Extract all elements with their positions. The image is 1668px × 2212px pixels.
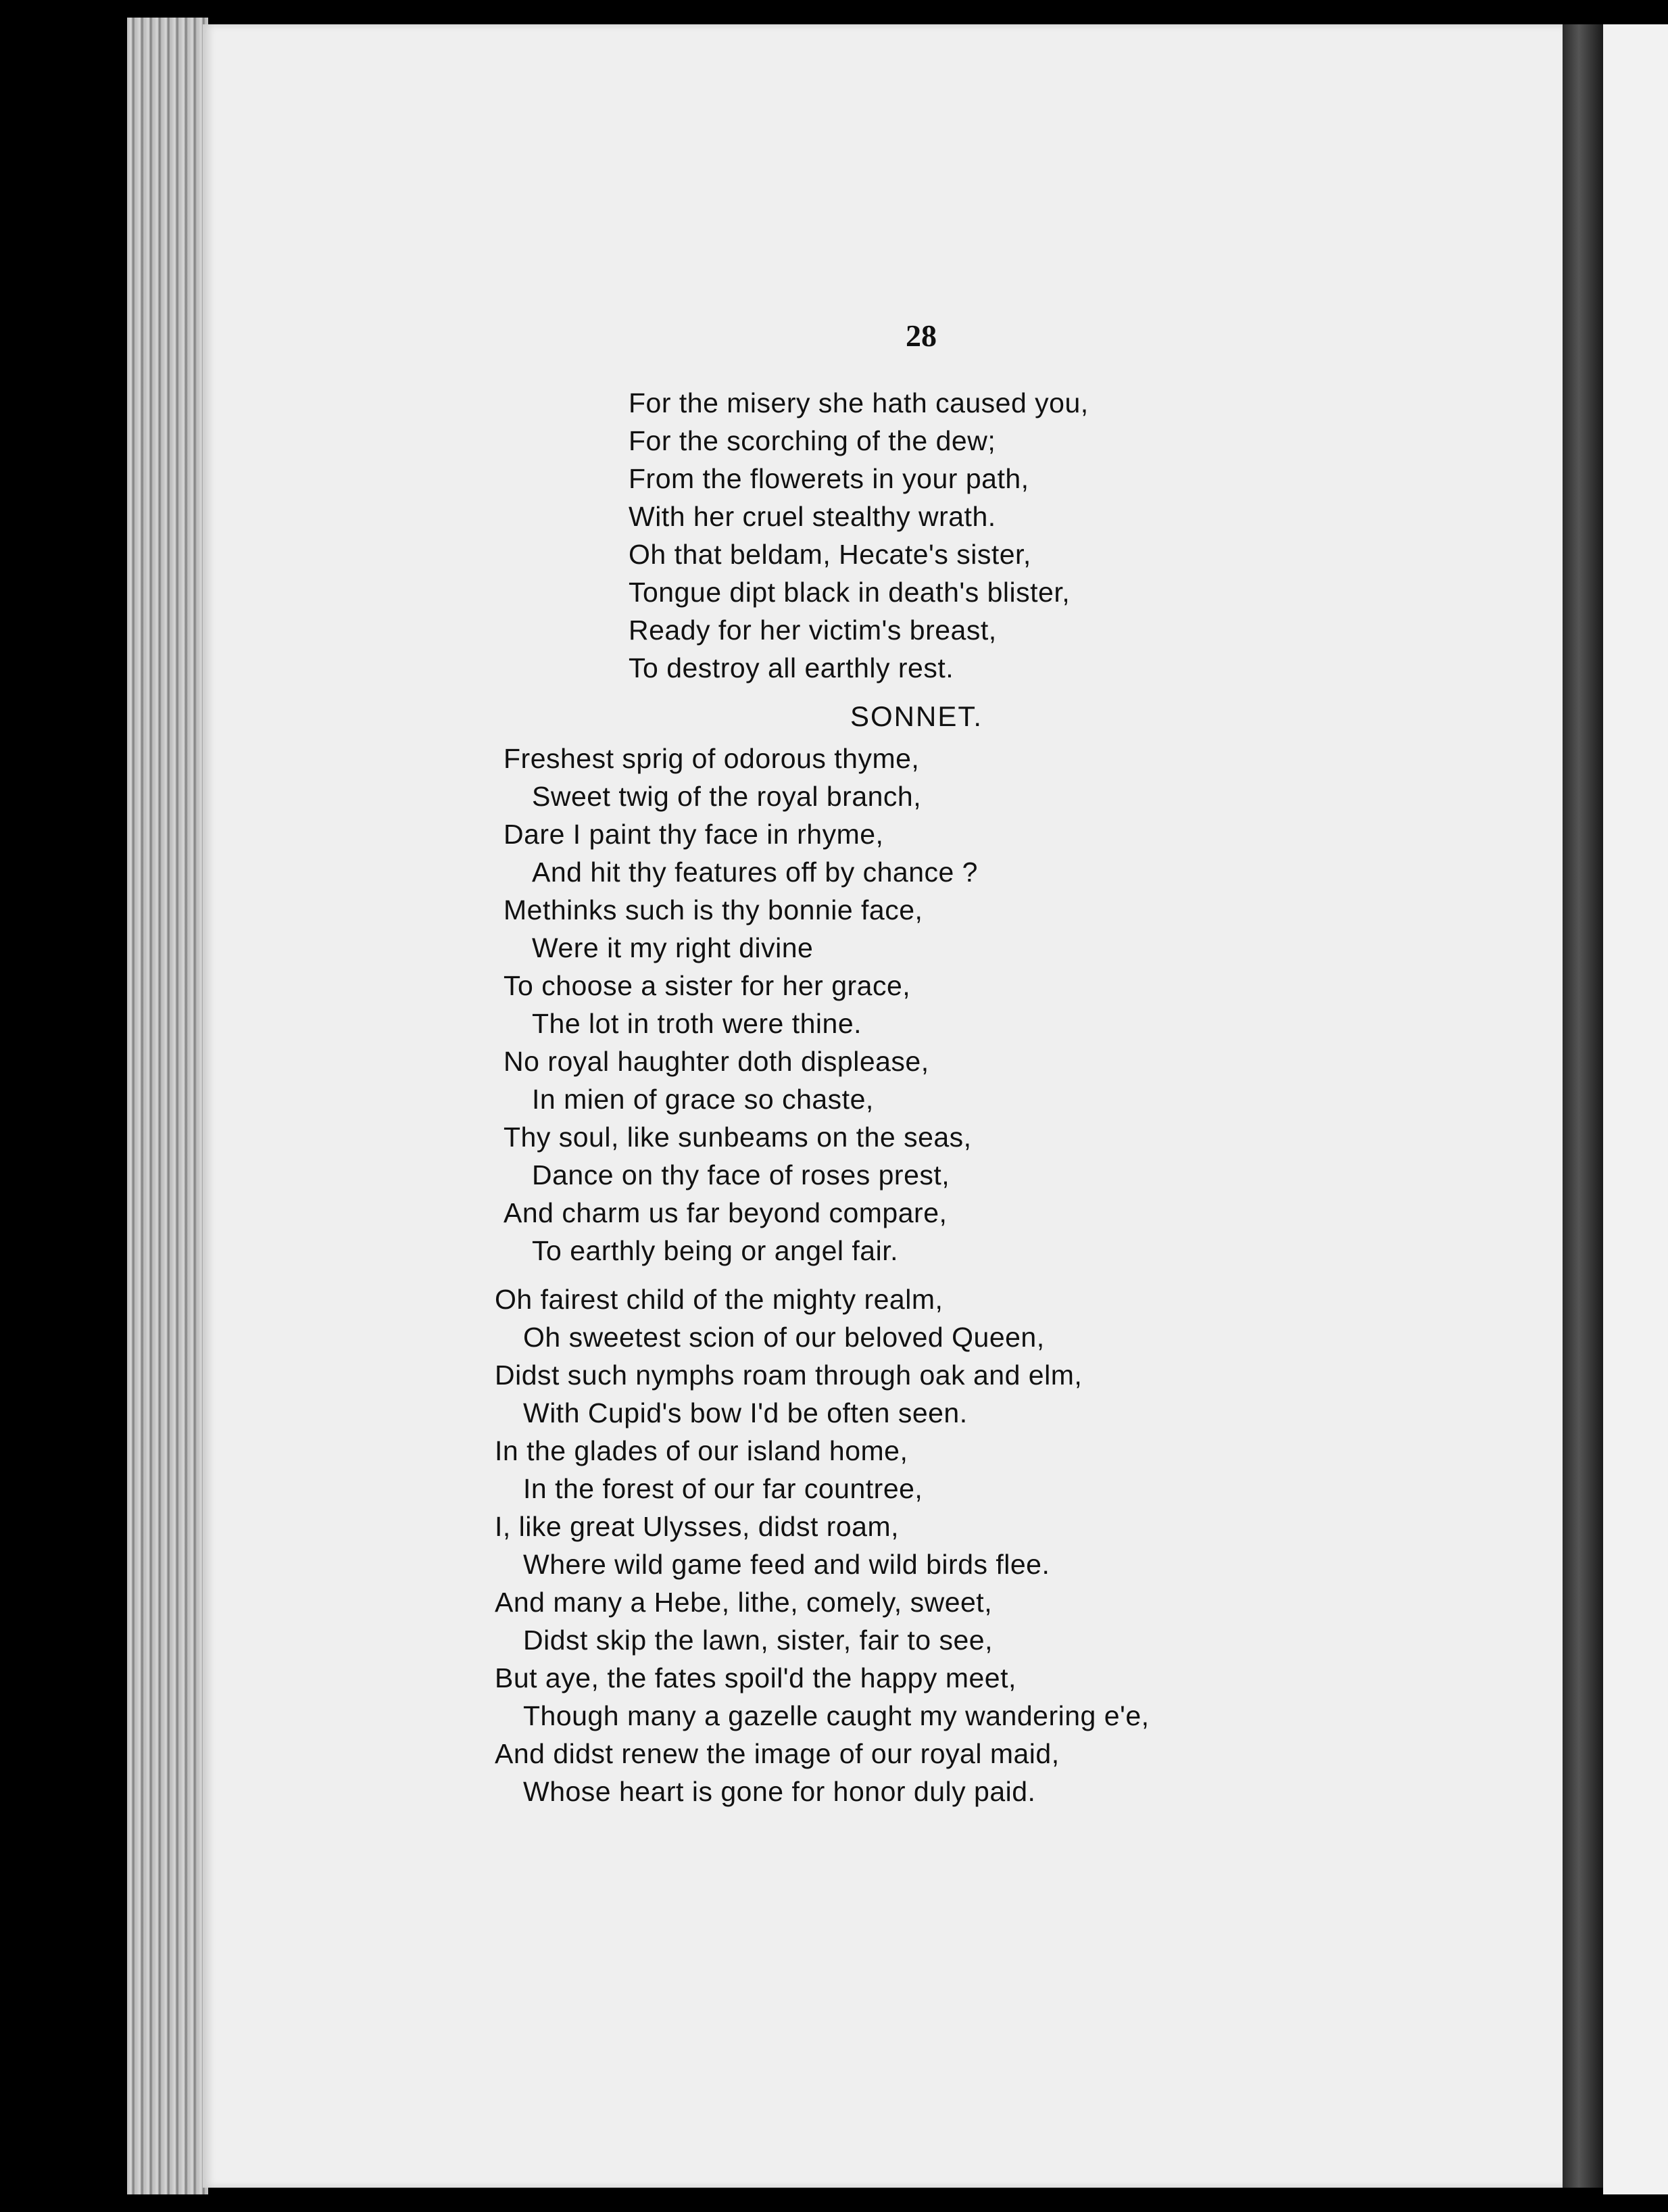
poem-line: And hit thy features off by chance ?: [532, 857, 978, 888]
poem-line: Thy soul, like sunbeams on the seas,: [504, 1122, 972, 1153]
poem-line: Didst such nymphs roam through oak and elm,: [495, 1360, 1083, 1391]
poem-line: And didst renew the image of our royal maid,: [495, 1738, 1060, 1769]
poem-line: Dare I paint thy face in rhyme,: [504, 819, 884, 850]
poem-line: Where wild game feed and wild birds flee.: [523, 1549, 1050, 1580]
poem-line: With her cruel stealthy wrath.: [629, 501, 996, 532]
poem-line: Dance on thy face of roses prest,: [532, 1159, 950, 1191]
poem-line: Were it my right divine: [532, 932, 814, 963]
poem-line: I, like great Ulysses, didst roam,: [495, 1511, 900, 1542]
poem-line: Oh fairest child of the mighty realm,: [495, 1284, 943, 1315]
poem-line: Methinks such is thy bonnie face,: [504, 894, 923, 925]
poem-line: To destroy all earthly rest.: [629, 652, 954, 683]
poem-line: In the forest of our far countree,: [523, 1473, 923, 1504]
poem-line: Freshest sprig of odorous thyme,: [504, 743, 920, 774]
poem-line: But aye, the fates spoil'd the happy meet,: [495, 1662, 1016, 1693]
poem-line: To earthly being or angel fair.: [532, 1235, 898, 1266]
poem-line: Oh that beldam, Hecate's sister,: [629, 539, 1031, 570]
page-number: 28: [906, 318, 937, 353]
sonnet-title: SONNET.: [850, 700, 983, 732]
poem-line: And many a Hebe, lithe, comely, sweet,: [495, 1587, 993, 1618]
poem-line: Oh sweetest scion of our beloved Queen,: [523, 1322, 1045, 1353]
book-spine-shadow: [1563, 24, 1603, 2188]
poem-line: Tongue dipt black in death's blister,: [629, 577, 1071, 608]
poem-line: From the flowerets in your path,: [629, 463, 1029, 494]
poem-line: Didst skip the lawn, sister, fair to see,: [523, 1625, 993, 1656]
poem-line: With Cupid's bow I'd be often seen.: [523, 1397, 968, 1428]
poem-stanza-1: [629, 384, 1089, 687]
poem-line: In the glades of our island home,: [495, 1435, 908, 1466]
book-page-edges: [127, 18, 208, 2194]
poem-line: For the misery she hath caused you,: [629, 387, 1089, 418]
poem-line: The lot in troth were thine.: [532, 1008, 862, 1039]
facing-page-edge: [1603, 24, 1668, 2194]
poem-line: No royal haughter doth displease,: [504, 1046, 929, 1077]
poem-line: Sweet twig of the royal branch,: [532, 781, 922, 812]
poem-line: Whose heart is gone for honor duly paid.: [523, 1776, 1036, 1807]
poem-line: Ready for her victim's breast,: [629, 615, 997, 646]
poem-line: Though many a gazelle caught my wandering e'e,: [523, 1700, 1150, 1731]
poem-stanza-3: [495, 1280, 1150, 1810]
poem-line: And charm us far beyond compare,: [504, 1197, 948, 1228]
sonnet-body: [504, 740, 978, 1270]
poem-line: For the scorching of the dew;: [629, 425, 996, 456]
poem-line: In mien of grace so chaste,: [532, 1084, 874, 1115]
poem-line: To choose a sister for her grace,: [504, 970, 911, 1001]
